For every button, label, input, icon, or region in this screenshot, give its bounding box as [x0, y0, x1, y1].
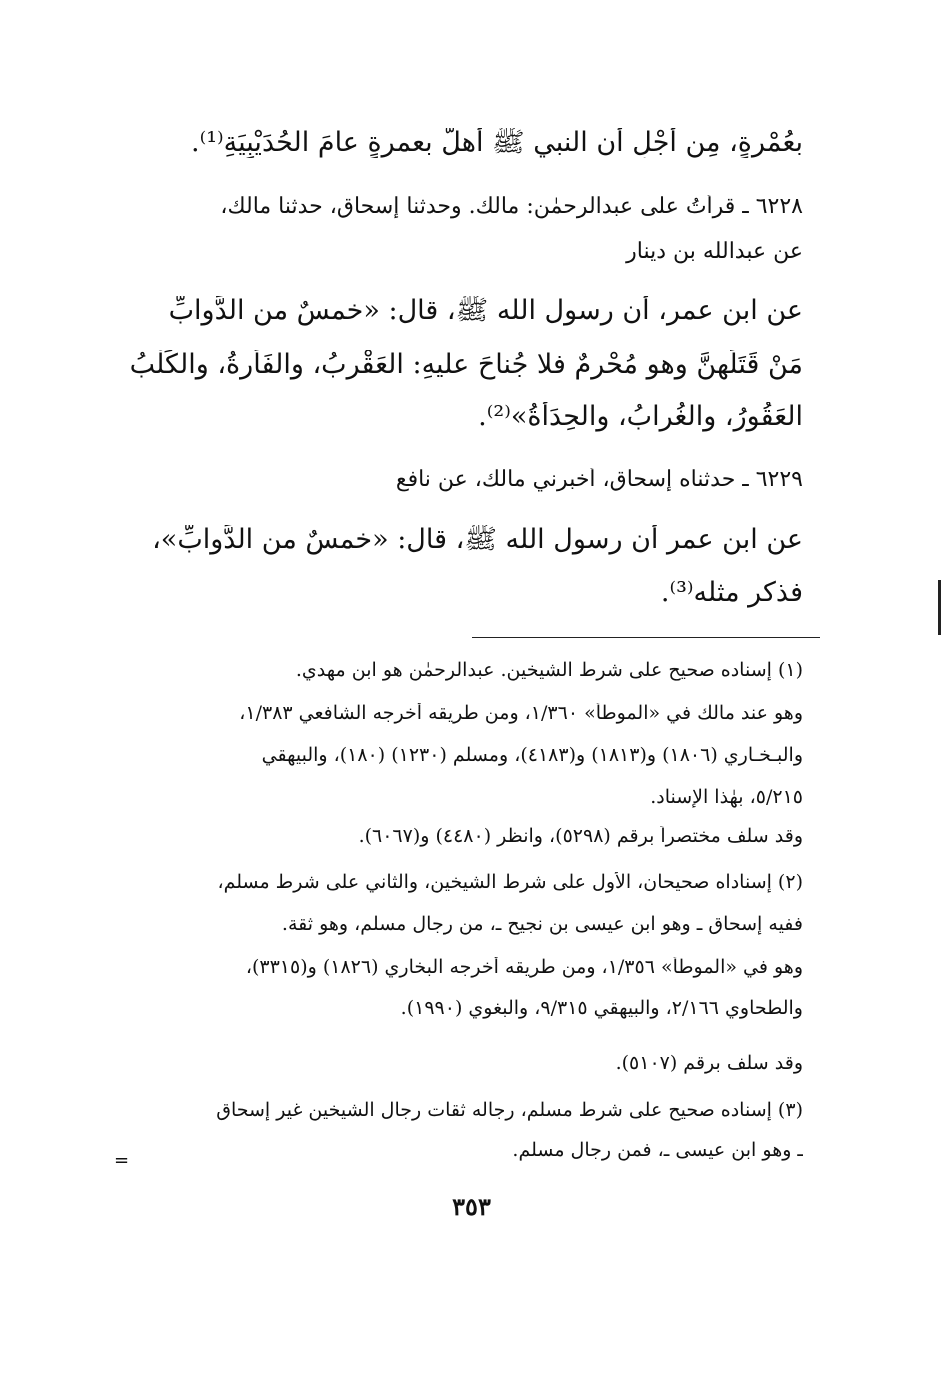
hadith-6229-matn-line-2: فذكر مثله⁽³⁾.	[660, 578, 803, 608]
footnote-1-line-2: وهو عند مالك في «الموطأ» ١/٣٦٠، ومن طريقه أخرجه الشافعي ١/٣٨٣،	[239, 703, 803, 724]
hadith-6228-matn-line-3: العَقُورُ، والغُرابُ، والحِدَأَةُ»⁽²⁾.	[478, 402, 803, 432]
continuation-mark: =	[114, 1150, 130, 1171]
footnote-2-line-1: (٢) إسناداه صحيحان، الأول على شرط الشيخين، والثاني على شرط مسلم،	[217, 872, 803, 893]
scan-edge-mark	[938, 580, 941, 635]
text-line-carryover: بعُمْرةٍ، مِن أَجْلِ أن النبي ﷺ أهلَّ بعمرةٍ عامَ الحُدَيْبِيَةِ⁽¹⁾.	[190, 128, 803, 158]
footnote-2-line-3: وهو في «الموطأ» ١/٣٥٦، ومن طريقه أخرجه البخاري (١٨٢٦) و(٣٣١٥)،	[245, 957, 803, 978]
hadith-6228-matn-line-1: عن ابن عمر، أن رسول الله ﷺ، قال: «خمسٌ من الدَّوابِّ	[168, 296, 803, 326]
hadith-6228-isnad-line-1: ٦٢٢٨ ـ قرأتُ على عبدالرحمٰن: مالك. وحدثنا إسحاق، حدثنا مالك،	[220, 195, 803, 219]
footnote-1-line-5: وقد سلف مختصراً برقم (٥٢٩٨)، وانظر (٤٤٨٠) و(٦٠٦٧).	[358, 826, 803, 847]
footnote-separator-rule	[472, 637, 820, 638]
hadith-6229-isnad-line-1: ٦٢٢٩ ـ حدثناه إسحاق، أخبرني مالك، عن نافع	[395, 468, 803, 492]
footnote-3-line-1: (٣) إسناده صحيح على شرط مسلم، رجاله ثقات رجال الشيخين غير إسحاق	[216, 1100, 803, 1121]
page-number: ٣٥٣	[452, 1192, 491, 1221]
hadith-6229-matn-line-1: عن ابن عمر أن رسول الله ﷺ، قال: «خمسٌ من الدَّوابِّ»،	[152, 525, 803, 555]
footnote-1-line-1: (١) إسناده صحيح على شرط الشيخين. عبدالرحمٰن هو ابن مهدي.	[295, 660, 803, 681]
footnote-1-line-3: والبـخـاري (١٨٠٦) و(١٨١٣) و(٤١٨٣)، ومسلم (١٢٣٠) (١٨٠)، والبيهقي	[261, 745, 803, 766]
footnote-2-line-4: والطحاوي ٢/١٦٦، والبيهقي ٩/٣١٥، والبغوي (١٩٩٠).	[400, 998, 803, 1019]
footnote-1-line-4: ٥/٢١٥، بهٰذا الإسناد.	[650, 787, 803, 808]
footnote-2-line-2: ففيه إسحاق ـ وهو ابن عيسى بن نجيح ـ، من رجال مسلم، وهو ثقة.	[281, 914, 803, 935]
hadith-6228-matn-line-2: مَنْ قَتَلَهنَّ وهو مُحْرِمٌ فلا جُناحَ عليهِ: العَقْرِبُ، والفَأْرةُ، والكَلْبُ	[129, 350, 803, 380]
hadith-6228-isnad-line-2: عن عبدالله بن دينار	[626, 240, 803, 264]
footnote-3-line-2: ـ وهو ابن عيسى ـ، فمن رجال مسلم.	[512, 1140, 803, 1161]
footnote-2-line-5: وقد سلف برقم (٥١٠٧).	[615, 1053, 803, 1074]
